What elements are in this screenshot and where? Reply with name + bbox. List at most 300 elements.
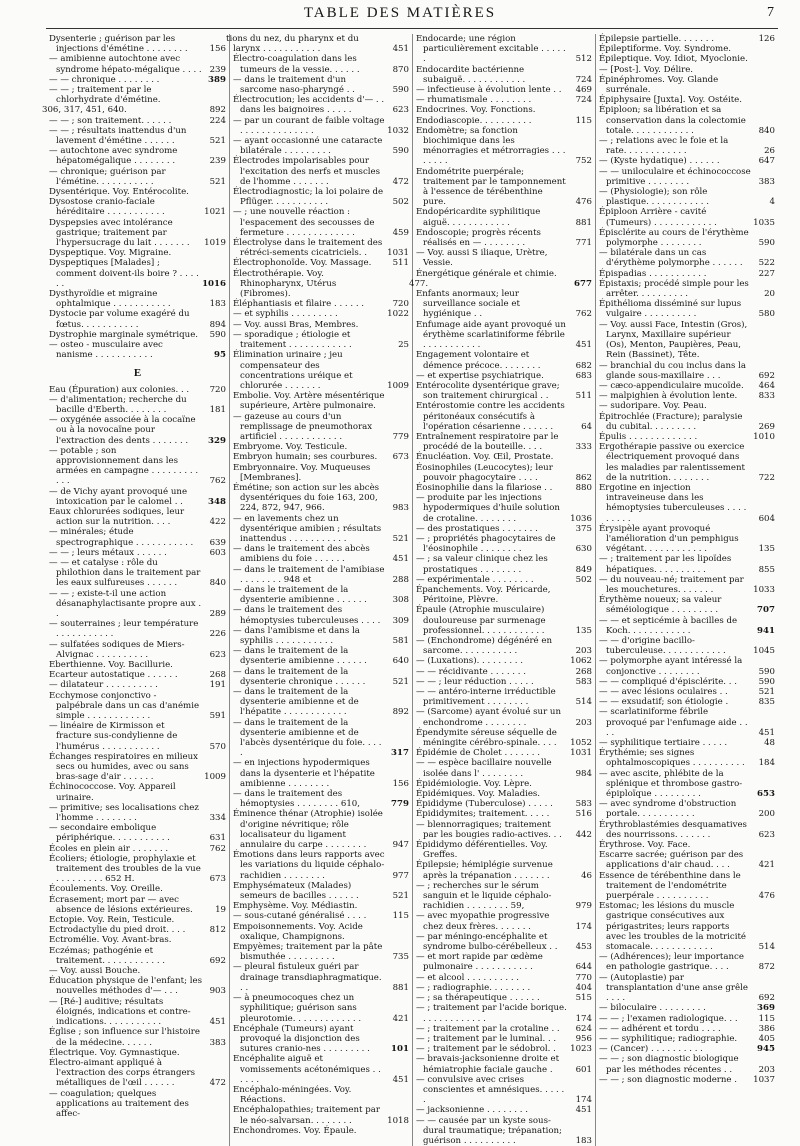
entry-page-number: 421 [758,860,775,871]
entry-text: Échanges respiratoires en milieux secs ou humides, avec ou sans bras-sage d'air . . . . . . [49,751,199,783]
entry-page-number: 983 [392,503,409,514]
entry-text: — dans le traitement de la dysenterie amibienne et de l'abcès dysentérique du foie. . . . . [233,717,382,759]
entry-text: — ; propriétés phagocytaires de l'éosinophile . . . . . . . . [416,533,556,555]
entry-text: Ecchymose conjonctivo - palpébrale dans un cas d'anémie simple . . . . . . . . . . . . [49,690,200,721]
index-entry [599,279,775,299]
entry-text: Empoisonnements. Voy. Acide oxalique, Champignons. [233,921,363,942]
entry-page-number: 288 [392,574,409,585]
index-entry [233,962,409,993]
entry-text: Épileptique. Voy. Idiot, Myoclonie. [599,54,748,65]
entry-text: — (Sarcome) ayant évolué sur un enchondrome . . . . . . . . [416,707,561,728]
entry-page-number: 521 [758,687,775,697]
index-entry [49,976,226,996]
entry-text: — cæco-appendiculaire mucoïde. [599,380,744,391]
index-entry [416,585,592,605]
entry-text: — dans le traitement des hémoptysies tuberculeuses . . . . [233,605,381,626]
index-entry [233,95,409,115]
entry-text: — ; sa thérapeutique . . . . . . [416,993,540,1004]
index-entry [49,1027,226,1047]
index-column-2 [226,34,412,1146]
index-entry [49,487,226,507]
entry-text: — ; traitement par la crotaline . . [416,1023,560,1034]
index-entry [49,670,226,680]
entry-text: — Voy. aussi S iliaque, Urètre, Vessie. [416,248,548,269]
entry-page-number: 516 [575,809,592,820]
entry-text: Entraînement respiratoire par le procédé de la bouteille. . . . [416,431,559,453]
entry-text: — en injections hypodermiques dans la dysenterie et l'hépatite amibienne . . . . . . . . [233,758,375,789]
entry-text: Électro-coagulation dans les tumeurs de la vessie. . . . . . [233,54,360,75]
entry-page-number: 156 [392,778,409,789]
entry-page-number: 771 [575,238,592,249]
entry-text: — — ; son diagnostic biologique par les méthodes récentes . . [599,1054,739,1075]
index-entry [49,85,226,105]
entry-text: Dyspeptique. Voy. Migraine. [49,248,172,259]
index-entry [416,554,592,574]
entry-page-number: 1016 [202,278,226,289]
index-entry [599,575,775,595]
entry-page-number: 369 [757,1003,775,1014]
index-entry [49,721,226,752]
entry-text: Dysostose cranio-faciale héréditaire . . . . . . . . . . . [49,197,165,218]
index-entry [233,809,409,850]
entry-text: — — et septicémie à bacilles de Koch. . . . . . . . . . . . [599,615,738,636]
entry-text: Écoliers; étiologie, prophylaxie et traitement des troubles de la vue . . . . . . . . . 652 H. [49,853,201,885]
entry-text: Encéphalo-méningées. Voy. Réactions. [233,1084,352,1106]
index-entry [416,493,592,524]
entry-page-number: 203 [758,1064,775,1075]
entry-text: Érythrose. Voy. Face. [599,840,691,851]
entry-text: Éducation physique de l'enfant; les nouvelles méthodes d'— . . . [49,976,203,997]
entry-page-number: 603 [209,547,226,558]
entry-page-number: 451 [575,1105,592,1116]
entry-page-number: 849 [575,564,592,575]
index-entry [416,269,592,279]
index-entry [416,483,592,493]
index-entry [599,697,775,707]
index-entry [416,758,592,778]
index-entry [233,442,409,452]
index-entry [599,207,775,227]
entry-text: — ayant occasionné une cataracte bilatérale . . . . . . . . . [233,136,383,157]
entry-text: Estomac; les lésions du muscle gastrique consécutives aux périgastrites; leurs rapports avec les troubles de la motricité stomacale. . . . . . . . . . . . [599,901,746,953]
entry-text: — [Ré-] auditive; résultats éloignés, indications et contre-indications. . . . . . . . . . . [49,996,191,1028]
entry-page-number: 631 [209,833,226,844]
entry-text: — rhumatismale . . . . . . . . [416,95,532,106]
index-entry [233,238,409,258]
entry-page-number: 183 [575,1135,592,1146]
entry-text: — en lavements chez un dysentérique amibien ; résultats inattendus . . . . . . . . . . . [233,513,382,544]
entry-text: 306, 317, 451, 640. [42,105,127,116]
index-entry [599,95,775,105]
entry-page-number: 135 [758,544,775,555]
entry-text: — — espèce bacillaire nouvelle isolée dans l' . . . . . . . . [416,758,552,779]
entry-text: Entérostomie contre les accidents péritonéaux consécutifs à l'opération césarienne . . . . . . [416,401,565,432]
index-entry [599,636,775,656]
entry-text: Électrothérapie. Voy. Rhinopharynx, Utérus (Fibromes). [233,268,337,300]
index-entry [416,248,592,268]
index-entry [49,782,226,802]
entry-text: — blennorragiques; traitement par les bougies radio-actives. . . [416,819,562,840]
entry-text: — biloculaire . . . . . . . . . [599,1003,706,1014]
entry-text: — ; traitement par l'acide borique. . . . . . . . . . . . . [416,1003,567,1024]
entry-text: Épileptiforme. Voy. Syndrome. [599,44,732,55]
entry-text: — — et catalyse : rôle du philothion dans le traitement par les eaux sulfureuses . . . . . . [49,557,201,589]
index-entry [416,983,592,993]
index-entry [416,1024,592,1034]
entry-text: Épiploon Arrière - cavité (Tumeurs) . . . . . . . . . . . . [599,207,717,228]
index-entry [233,391,409,411]
index-entry [599,248,775,268]
index-entry [416,95,592,105]
index-entry [49,340,226,360]
entry-page-number: 673 [392,452,409,463]
index-entry [416,605,592,636]
index-entry [49,197,226,217]
entry-text: — chronique; guérison par l'émétine. . . . . . . . . . . [49,166,166,187]
index-entry [416,840,592,860]
entry-page-number: 812 [209,925,226,936]
entry-page-number: 855 [758,564,775,575]
index-entry [233,911,409,921]
entry-page-number: 317 [391,748,409,759]
index-entry [416,993,592,1003]
entry-page-number: 200 [758,809,775,820]
entry-text: Eaux chlorurées sodiques, leur action sur la nutrition. . . . [49,506,185,528]
entry-text: — — antéro-interne irréductible primitivement . . . . . . . . [416,687,556,708]
entry-text: — et alcool . . . . . . . . . . [416,972,520,983]
entry-page-number: 383 [758,176,775,187]
index-entry [49,660,226,670]
entry-text: Écoles en plein air . . . . . . . [49,843,169,854]
entry-page-number: 945 [757,1044,775,1055]
index-entry [599,769,775,800]
entry-text: — et expertise psychiatrique. [416,370,544,381]
index-entry [233,452,409,462]
entry-page-number: 334 [209,813,226,824]
entry-page-number: 472 [209,1078,226,1089]
entry-page-number: 1023 [570,1044,592,1055]
index-entry [599,432,775,442]
entry-text: — — ; son diagnostic moderne . [599,1074,737,1085]
entry-text: Église ; son influence sur l'histoire de la médecine. . . . . . [49,1027,200,1048]
index-entry [233,1105,409,1125]
entry-text: Embryome. Voy. Testicule. [233,442,348,453]
entry-text: Émotions dans leurs rapports avec les variations du liquide céphalo-rachidien . . . . . . . . [233,850,385,881]
entry-page-number: 101 [391,1044,409,1055]
entry-page-number: 570 [209,741,226,752]
entry-page-number: 977 [392,870,409,881]
entry-text: Épendymite séreuse séquelle de méningite cérébro-spinale. . . . [416,727,557,749]
index-entry [416,575,592,585]
entry-text: Endoscopie; progrès récents réalisés en — . . . . . . . . [416,227,541,249]
entry-text: — malpighien à évolution lente. [599,391,738,402]
index-entry [233,483,409,514]
entry-page-number: 752 [575,156,592,167]
entry-page-number: 673 [209,874,226,885]
index-entry [49,997,226,1028]
entry-page-number: 521 [392,891,409,902]
entry-page-number: 624 [575,1023,592,1034]
index-entry [233,901,409,911]
entry-page-number: 1031 [570,748,592,759]
entry-text: Dysthyroïdie et migraine ophtalmique . . . . . . . . . . . [49,289,171,310]
entry-text: — infectieuse à évolution lente . . [416,85,562,96]
entry-text: — (Adhérences); leur importance en pathologie gastrique. . . . [599,952,744,973]
entry-text: Épaule (Atrophie musculaire) douloureuse par surmenage professionnel. . . . . . . . . . . . [416,605,546,636]
index-entry [49,854,226,885]
index-entry [599,269,775,279]
entry-page-number: 984 [575,768,592,779]
entry-page-number: 601 [575,1064,592,1075]
index-entry [49,527,226,547]
index-entry [233,136,409,156]
entry-text: Essence de térébenthine dans le traitement de l'endométrite puerpérale . . . . . . . . . . [599,870,741,902]
entry-page-number: 779 [392,431,409,442]
index-entry [416,534,592,554]
entry-text: — produite par les injections hypodermiques d'huile solution de crotaline. . . . . . . . [416,493,560,524]
entry-text: — par un courant de faible voltage . . . . . . . . . . . . . . [233,115,385,136]
entry-text: — (Physiologie); son rôle plastique. . . . . . . . . . . . [599,187,709,208]
index-entry [49,1089,226,1120]
index-entry [233,258,409,268]
index-entry [599,677,775,687]
entry-page-number: 476 [758,891,775,902]
index-entry [416,932,592,952]
index-entry [599,871,775,902]
index-entry [599,687,775,697]
index-entry [233,565,409,585]
entry-page-number: 268 [209,670,226,681]
entry-text: — Voy. aussi Face, Intestin (Gros), Larynx, Maxillaire supérieur (Os), Menton, Paupières, Peau, Rein (Bassinet), Tête. [599,319,748,361]
entry-page-number: 1009 [204,772,226,783]
entry-text: Engagement volontaire et démence précoce. . . . . . . . [416,350,541,371]
entry-text: — — chronique . . . . . . . . [49,74,160,85]
index-entry [599,228,775,248]
entry-page-number: 724 [575,95,592,106]
index-entry [49,946,226,966]
index-entry [233,922,409,942]
entry-text: — — ; leurs métaux . . . . . . [49,547,167,558]
entry-text: — minérales; étude spectrographique . . . . . . . . . . . [49,527,194,548]
entry-text: Ecarteur autostatique . . . . . . [49,670,178,681]
index-entry [599,299,775,319]
index-entry [233,758,409,789]
index-entry [416,1116,592,1146]
entry-page-number: 692 [758,993,775,1004]
index-entry [233,330,409,350]
entry-text: Dysentérique. Voy. Entérocolite. [49,187,189,198]
entry-text: Eczémas; pathogénie et traitement. . . . . . . . . . . . [49,945,166,966]
entry-text: Électrique. Voy. Gymnastique. [49,1047,180,1058]
entry-text: — à pneumocoques chez un syphilitique; guérison sans pleurotomie. . . . . . . . . . . . . [233,993,362,1024]
entry-page-number: 583 [575,676,592,687]
index-entry [599,799,775,819]
index-entry [42,105,226,116]
entry-text: — expérimentale . . . . . . . . [416,574,534,585]
index-entry [599,361,775,381]
entry-text: Épispadias . . . . . . . . . . . [599,268,707,279]
entry-page-number: 135 [575,625,592,636]
entry-page-number: 514 [575,697,592,708]
entry-page-number: 590 [758,238,775,249]
entry-text: — coagulation; quelques applications au traitement des affec- [49,1088,189,1119]
entry-text: — ; radiographie. . . . . . . . [416,982,531,993]
index-entry [416,452,592,462]
index-entry [599,401,775,411]
entry-page-number: 389 [208,74,226,85]
entry-text: Endocrines. Voy. Fonctions. [416,105,536,116]
entry-page-number: 956 [575,1033,592,1044]
entry-text: — et mort rapide par œdème pulmonaire . . . . . . . . . . . [416,952,543,973]
entry-page-number: 521 [209,176,226,187]
entry-page-number: 590 [392,146,409,157]
entry-text: Endocardite bactérienne subaiguë. . . . . . . . . . . . [416,64,526,85]
entry-page-number: 1031 [387,248,409,259]
index-entry [49,589,226,620]
index-entry [49,1048,226,1058]
entry-text: Ectrodactylie du pied droit. . . . [49,925,186,936]
index-entry [599,442,775,483]
entry-text: Épididymo déférentielles. Voy. Greffes. [416,840,548,861]
entry-page-number: 1018 [387,1115,409,1126]
entry-text: Éminence thénar (Atrophie) isolée d'origine névritique; rôle localisateur du ligament annulaire du carpe . . . . . . . . [233,809,383,851]
index-entry [233,942,409,962]
entry-text: — — ; son traitement. . . . . . [49,115,172,126]
entry-page-number: 1045 [753,646,775,657]
entry-page-number: 383 [209,1037,226,1048]
index-entry [49,680,226,690]
entry-page-number: 903 [209,986,226,997]
entry-text: — dans le traitement de la dysenterie amibienne . . . . . . [233,646,367,667]
entry-page-number: 692 [209,955,226,966]
entry-page-number: 224 [209,115,226,126]
entry-text: — oxygénée associée à la cocaïne ou à la novocaïne pour l'extraction des dents . . . . . . . [49,415,196,446]
entry-text: — Voy. aussi Bras, Membres. [233,319,359,330]
entry-page-number: 227 [758,268,775,279]
entry-text: Érythroblastémies desquamatives des nourrissons. . . . . . . [599,819,747,840]
entry-page-number: 779 [391,799,409,810]
entry-page-number: 329 [208,435,226,446]
entry-page-number: 48 [764,738,775,749]
index-column-1 [42,34,229,1146]
index-entry [416,34,592,65]
entry-text: — — avec lésions oculaires . . [599,687,728,697]
entry-page-number: 95 [214,350,226,361]
entry-text: — autochtone avec syndrome hépatomégalique . . . . . . . . [49,146,178,167]
index-entry [416,371,592,381]
entry-page-number: 203 [575,717,592,728]
entry-page-number: 835 [758,697,775,708]
index-entry [49,895,226,915]
entry-page-number: 421 [392,1013,409,1024]
index-entry [233,850,409,881]
entry-text: Dyspepsies avec intolérance gastrique; traitement par l'hypersucrage du lait . . . . . . . [49,217,190,249]
entry-text: Épulis . . . . . . . . . . . . . [599,431,698,442]
entry-text: — dans l'amibisme et dans la syphilis . . . . . . . . . . . [233,625,360,646]
entry-page-number: 375 [575,523,592,534]
entry-page-number: 422 [209,517,226,528]
entry-page-number: 521 [392,533,409,544]
entry-text: Épinéphromes. Voy. Glande surrénale. [599,74,719,96]
entry-text: Eberthienne. Voy. Bacillurie. [49,659,173,670]
index-entry [599,320,775,361]
index-entry [599,554,775,574]
entry-text: — dilatateur . . . . . . . . . . [49,680,158,691]
entry-page-number: 1022 [387,309,409,320]
entry-page-number: 126 [758,34,775,44]
entry-page-number: 724 [575,74,592,85]
entry-page-number: 1033 [753,584,775,595]
index-entry [233,514,409,545]
entry-text: — dans le traitement de la dysenterie amibienne . . . . . . [233,584,367,606]
entry-page-number: 174 [575,921,592,932]
index-entry [599,54,775,64]
entry-page-number: 762 [575,309,592,320]
index-column-3 [409,34,595,1146]
entry-text: Éosinophiles (Leucocytes); leur pouvoir phagocytaire . . . . [416,462,553,483]
entry-text: Énucléation. Voy. Œil, Prostate. [416,452,554,463]
entry-text: — gazeuse au cours d'un remplissage de pneumothorax artificiel . . . . . . . . . . . . [233,411,373,442]
index-entry [599,105,775,136]
entry-text: Épanchements. Voy. Péricarde, Péritoine, Plèvre. [416,584,551,606]
entry-text: Encéphalopathies; traitement par le néo-salvarsan. . . . . . . . [233,1105,380,1126]
entry-page-number: 707 [757,605,775,616]
entry-text: — — causée par un kyste sous-dural traumatique; trépanation; guérison . . . . . . . . . . [416,1115,562,1146]
index-entry [599,167,775,187]
entry-page-number: 511 [575,391,592,402]
entry-text: Électrophonoïde. Voy. Massage. [233,258,372,269]
entry-text: Enchondromes. Voy. Épaule. [233,1125,357,1136]
entry-page-number: 591 [209,711,226,721]
entry-text: — convulsive avec crises conscientes et amnésiques. . . . . . [416,1074,565,1106]
entry-text: Épilepsie partielle. . . . . . . [599,34,714,44]
entry-page-number: 1035 [753,217,775,228]
entry-page-number: 183 [209,299,226,310]
entry-text: Escarre sacrée; guérison par des applications d'air chaud. . . . [599,850,744,871]
index-entry [416,677,592,687]
index-entry [49,548,226,558]
entry-page-number: 722 [758,472,775,483]
entry-page-number: 514 [758,942,775,953]
entry-text: — des prostatiques . . . . . . . [416,523,538,534]
entry-text: Empyèmes; traitement par la pâte bismuthée . . . . . . . . . [233,942,383,963]
index-entry [226,34,409,55]
index-entry [416,881,592,912]
entry-page-number: 870 [392,64,409,75]
entry-text: Écoulements. Voy. Oreille. [49,884,163,895]
entry-page-number: 405 [758,1033,775,1044]
index-entry [416,126,592,167]
index-entry [599,391,775,401]
entry-page-number: 502 [575,574,592,585]
entry-page-number: 451 [392,554,409,565]
entry-page-number: 881 [392,982,409,993]
entry-page-number: 644 [575,962,592,973]
index-entry [49,415,226,446]
index-entry [233,116,409,136]
entry-text: — ; traitement par le luminal. . . [416,1033,557,1044]
entry-text: Épilepsie; hémiplégie survenue après la trépanation . . . . . . . [416,860,553,881]
entry-text: Éléphantiasis et filaire . . . . . . [233,299,365,310]
index-entry [416,687,592,707]
index-entry [599,1003,775,1013]
index-entry [416,320,592,351]
entry-page-number: 623 [758,829,775,840]
index-entry [233,412,409,443]
index-entry [233,881,409,901]
entry-page-number: 309 [392,615,409,626]
entry-text: — potable ; son approvisionnement dans les armées en campagne . . . . . . . . . . . . [49,445,199,487]
